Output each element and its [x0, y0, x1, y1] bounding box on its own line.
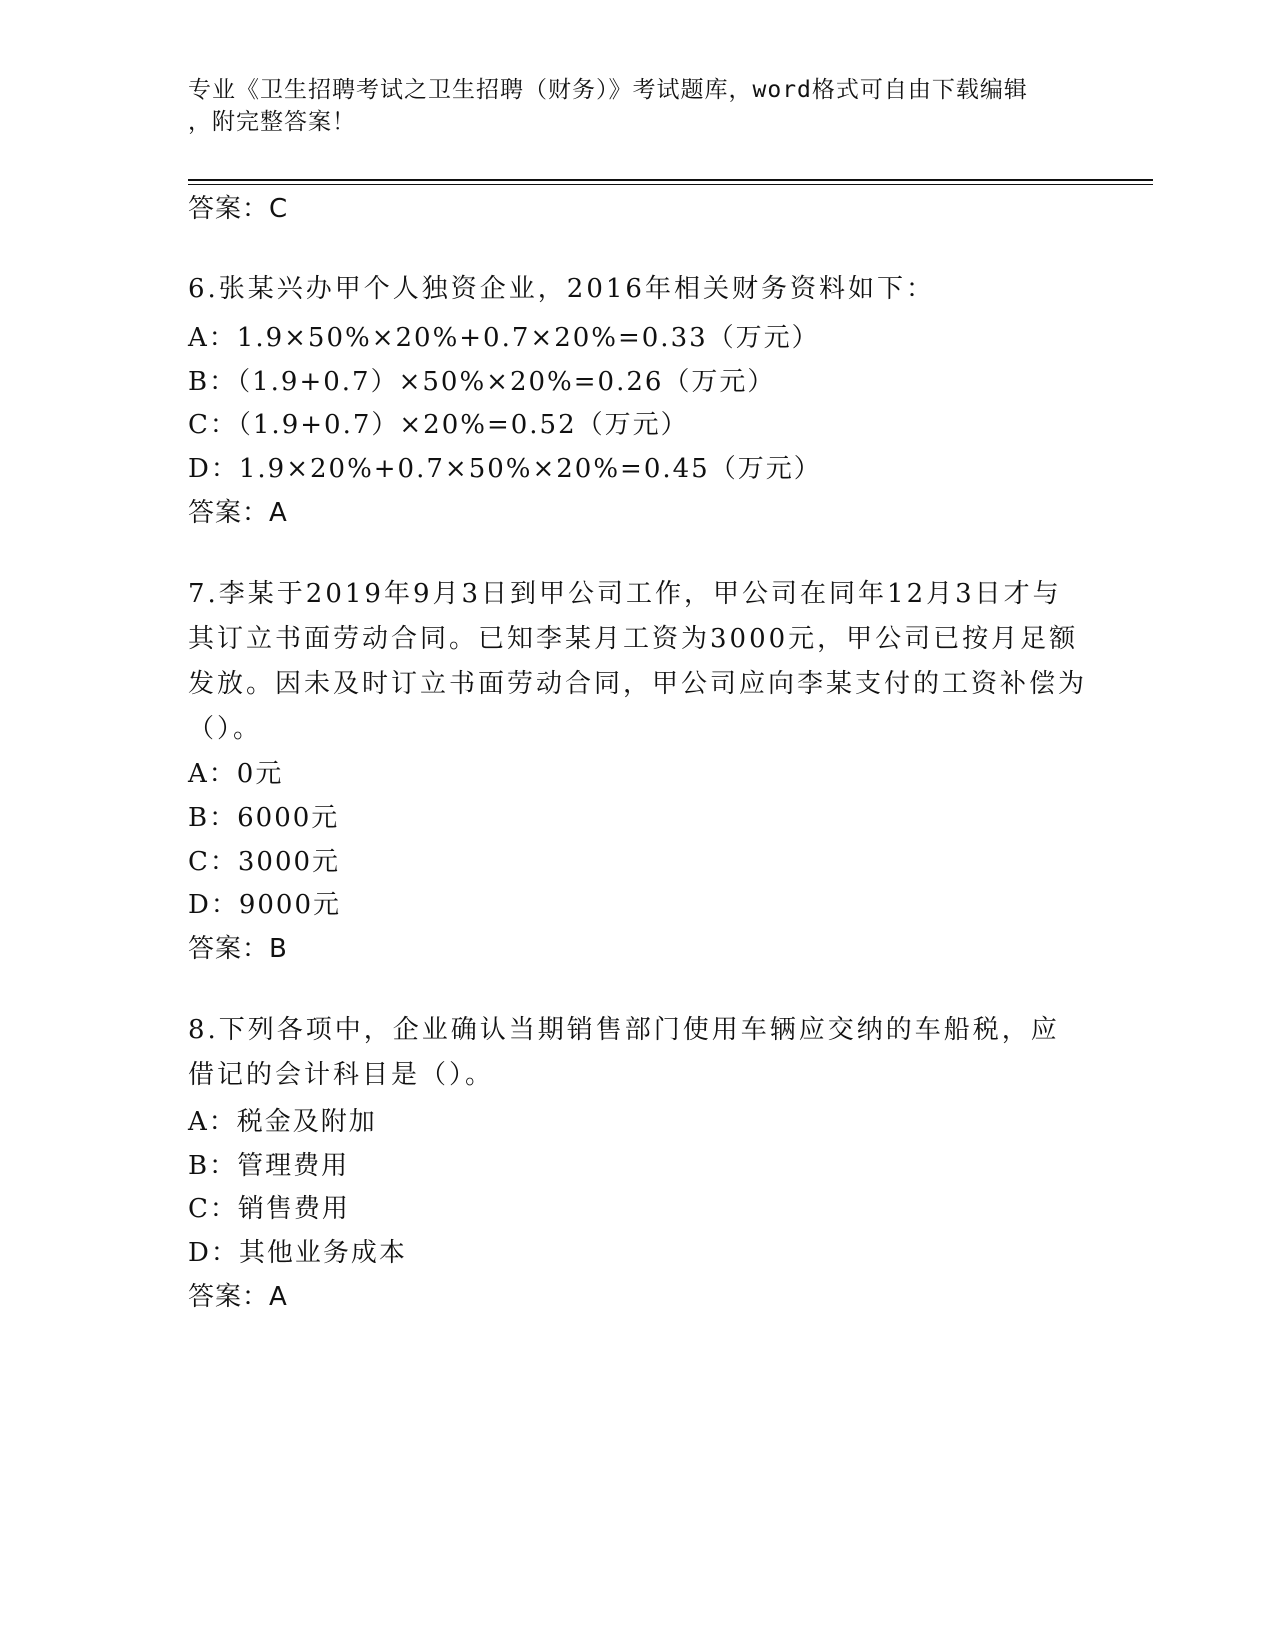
question-6-answer: 答案：A — [188, 498, 288, 528]
document-header — [188, 74, 1088, 138]
question-6-option-b: B：（1.9+0.7）×50%×20%=0.26（万元） — [188, 367, 776, 397]
question-6-stem: 6.张某兴办甲个人独资企业，2016年相关财务资料如下： — [188, 274, 935, 304]
header-divider-thin — [188, 184, 1153, 185]
question-8-option-d: D：其他业务成本 — [188, 1238, 407, 1268]
header-line-2: ，附完整答案！ — [188, 109, 356, 135]
question-8-stem: 8.下列各项中，企业确认当期销售部门使用车辆应交纳的车船税，应借记的会计科目是（）。 — [188, 1015, 1060, 1090]
question-8-option-a: A：税金及附加 — [188, 1107, 377, 1137]
question-7-answer: 答案：B — [188, 934, 288, 964]
question-7-option-d: D：9000元 — [188, 890, 342, 920]
question-7-stem: 7.李某于2019年9月3日到甲公司工作，甲公司在同年12月3日才与其订立书面劳动合同。已知李某月工资为3000元，甲公司已按月足额发放。因未及时订立书面劳动合同，甲公司应向李某支付的工资补偿为（）。 — [188, 579, 1088, 744]
question-6-option-a: A：1.9×50%×20%+0.7×20%=0.33（万元） — [188, 323, 820, 353]
question-8-answer: 答案：A — [188, 1282, 288, 1312]
question-8-option-b: B：管理费用 — [188, 1151, 350, 1181]
question-7-option-c: C：3000元 — [188, 847, 341, 877]
header-line-1: 专业《卫生招聘考试之卫生招聘（财务）》考试题库，word格式可自由下载编辑 — [188, 77, 1028, 103]
question-7-option-b: B：6000元 — [188, 803, 340, 833]
previous-answer: 答案：C — [188, 194, 289, 224]
question-8-option-c: C：销售费用 — [188, 1194, 350, 1224]
question-6-option-c: C：（1.9+0.7）×20%=0.52（万元） — [188, 410, 689, 440]
question-7-option-a: A：0元 — [188, 759, 284, 789]
question-6-option-d: D：1.9×20%+0.7×50%×20%=0.45（万元） — [188, 454, 822, 484]
header-divider-thick — [188, 179, 1153, 181]
